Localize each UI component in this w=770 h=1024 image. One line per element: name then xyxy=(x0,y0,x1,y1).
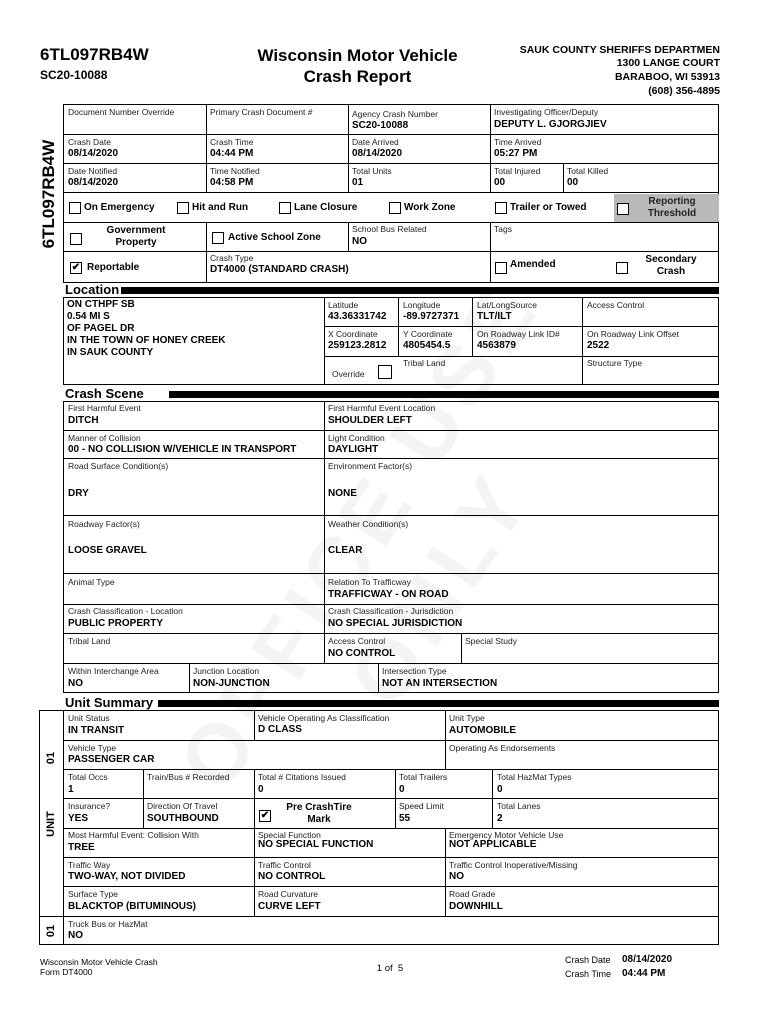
hit-and-run-checkbox[interactable] xyxy=(177,202,189,214)
first-harmful-loc-value: SHOULDER LEFT xyxy=(328,415,412,426)
pre-crash-tire-mark-label: Pre CrashTire Mark xyxy=(286,802,352,825)
on-emergency-label: On Emergency xyxy=(84,202,155,213)
location-section-bar xyxy=(121,287,719,294)
crash-type-value: DT4000 (STANDARD CRASH) xyxy=(210,264,349,275)
time-notified-value: 04:58 PM xyxy=(210,177,254,188)
loc-access-control-label: Access Control xyxy=(587,300,645,310)
weather-value: CLEAR xyxy=(328,545,363,556)
officer-label: Investigating Officer/Deputy xyxy=(494,107,599,117)
traffic-inoperative-value: NO xyxy=(449,871,464,882)
tags-label: Tags xyxy=(494,224,512,234)
scene-access-control-label: Access Control xyxy=(328,636,386,646)
footer-crash-date-value: 08/14/2020 xyxy=(622,954,673,965)
gov-property-label: Government Property xyxy=(106,225,166,248)
pre-crash-tire-mark-checkbox[interactable]: ✔ xyxy=(260,810,270,821)
crash-date-label: Crash Date xyxy=(68,137,111,147)
crash-date-value: 08/14/2020 xyxy=(68,148,119,159)
work-zone-checkbox[interactable] xyxy=(389,202,401,214)
longitude-label: Longitude xyxy=(403,300,441,310)
total-killed-value: 00 xyxy=(567,177,579,188)
latlong-source-value: TLT/ILT xyxy=(477,311,512,322)
location-line-1: ON CTHPF SB xyxy=(67,299,135,310)
animal-type-label: Animal Type xyxy=(68,577,115,587)
light-label: Light Condition xyxy=(328,433,385,443)
link-id-value: 4563879 xyxy=(477,340,516,351)
intersection-value: NOT AN INTERSECTION xyxy=(382,678,498,689)
operating-class-value: D CLASS xyxy=(258,724,302,735)
form-name-line2: Form DT4000 xyxy=(40,967,93,977)
unit-summary-section-bar xyxy=(158,700,719,707)
agency-crash-value: SC20-10088 xyxy=(352,120,409,131)
road-surface-label: Road Surface Condition(s) xyxy=(68,461,169,471)
hit-and-run-label: Hit and Run xyxy=(192,202,249,213)
class-location-value: PUBLIC PROPERTY xyxy=(68,618,164,629)
hazmat-types-value: 0 xyxy=(497,784,503,795)
location-line-2: 0.54 MI S xyxy=(67,311,110,322)
y-coordinate-label: Y Coordinate xyxy=(403,329,453,339)
school-bus-label: School Bus Related xyxy=(352,224,427,234)
page-number: 1 of 5 xyxy=(376,963,404,974)
reporting-threshold-label: Reporting Threshold xyxy=(647,196,697,219)
roadway-factor-label: Roadway Factor(s) xyxy=(68,519,140,529)
unit-number-bottom: 01 xyxy=(45,924,57,938)
link-id-label: On Roadway Link ID# xyxy=(477,329,560,339)
environment-value: NONE xyxy=(328,488,357,499)
reporting-threshold-checkbox[interactable] xyxy=(617,203,629,215)
road-surface-value: DRY xyxy=(68,488,89,499)
agency-address1: 1300 LANGE COURT xyxy=(616,57,720,69)
doc-id: 6TL097RB4W xyxy=(40,45,149,64)
date-arrived-value: 08/14/2020 xyxy=(352,148,403,159)
footer-crash-time-label: Crash Time xyxy=(565,969,612,979)
emergency-use-value: NOT APPLICABLE xyxy=(449,839,537,850)
trailer-towed-label: Trailer or Towed xyxy=(510,202,587,213)
total-trailers-value: 0 xyxy=(399,784,405,795)
surface-type-label: Surface Type xyxy=(68,889,118,899)
doc-override-label: Document Number Override xyxy=(68,107,175,117)
agency-crash-label: Agency Crash Number xyxy=(352,109,438,119)
override-checkbox[interactable] xyxy=(378,365,392,379)
form-name-line1: Wisconsin Motor Vehicle Crash xyxy=(40,957,158,967)
traffic-inoperative-label: Traffic Control Inoperative/Missing xyxy=(449,860,578,870)
class-jurisdiction-value: NO SPECIAL JURISDICTION xyxy=(328,618,463,629)
amended-label: Amended xyxy=(510,259,556,270)
total-units-value: 01 xyxy=(352,177,364,188)
total-killed-label: Total Killed xyxy=(567,166,609,176)
x-coordinate-label: X Coordinate xyxy=(328,329,378,339)
manner-label: Manner of Collision xyxy=(68,433,141,443)
manner-value: 00 - NO COLLISION W/VEHICLE IN TRANSPORT xyxy=(68,444,297,455)
reportable-label: Reportable xyxy=(87,262,140,273)
total-units-label: Total Units xyxy=(352,166,392,176)
lane-closure-label: Lane Closure xyxy=(294,202,358,213)
case-number: SC20-10088 xyxy=(40,68,108,82)
unit-number-top: 01 xyxy=(45,751,57,765)
surface-type-value: BLACKTOP (BITUMINOUS) xyxy=(68,901,196,912)
primary-doc-label: Primary Crash Document # xyxy=(210,107,313,117)
operating-class-label: Vehicle Operating As Classification xyxy=(258,713,390,723)
unit-status-value: IN TRANSIT xyxy=(68,725,125,736)
crash-scene-section-bar xyxy=(169,391,719,398)
citations-value: 0 xyxy=(258,784,264,795)
active-school-zone-checkbox[interactable] xyxy=(212,232,224,244)
vehicle-type-label: Vehicle Type xyxy=(68,743,117,753)
total-injured-value: 00 xyxy=(494,177,506,188)
total-injured-label: Total Injured xyxy=(494,166,541,176)
junction-label: Junction Location xyxy=(193,666,260,676)
agency-phone: (608) 356-4895 xyxy=(648,85,720,97)
total-trailers-label: Total Trailers xyxy=(399,772,448,782)
emergency-use-label: Emergency Motor Vehicle Use xyxy=(449,830,564,840)
vehicle-type-value: PASSENGER CAR xyxy=(68,754,155,765)
direction-value: SOUTHBOUND xyxy=(147,813,219,824)
junction-value: NON-JUNCTION xyxy=(193,678,270,689)
train-bus-label: Train/Bus # Recorded xyxy=(147,772,230,782)
total-occs-label: Total Occs xyxy=(68,772,108,782)
crash-scene-section-title: Crash Scene xyxy=(65,386,144,401)
latitude-label: Latitude xyxy=(328,300,359,310)
special-study-label: Special Study xyxy=(465,636,517,646)
road-grade-value: DOWNHILL xyxy=(449,901,503,912)
crash-time-value: 04:44 PM xyxy=(210,148,254,159)
traffic-way-value: TWO-WAY, NOT DIVIDED xyxy=(68,871,186,882)
report-title-line1: Wisconsin Motor Vehicle xyxy=(257,46,458,65)
road-curvature-label: Road Curvature xyxy=(258,889,319,899)
total-lanes-value: 2 xyxy=(497,813,503,824)
roadway-factor-value: LOOSE GRAVEL xyxy=(68,545,147,556)
loc-tribal-land-label: Tribal Land xyxy=(403,358,446,368)
footer-crash-time-value: 04:44 PM xyxy=(622,968,666,979)
traffic-control-value: NO CONTROL xyxy=(258,871,326,882)
active-school-zone-label: Active School Zone xyxy=(228,232,321,243)
secondary-crash-label: Secondary Crash xyxy=(645,254,697,277)
speed-limit-value: 55 xyxy=(399,813,411,824)
report-title-line2: Crash Report xyxy=(303,67,412,86)
link-offset-value: 2522 xyxy=(587,340,610,351)
first-harmful-label: First Harmful Event xyxy=(68,403,141,413)
scene-access-control-value: NO CONTROL xyxy=(328,648,396,659)
endorsements-label: Operating As Endorsements xyxy=(449,743,556,753)
unit-word: UNIT xyxy=(45,811,57,837)
y-coordinate-value: 4805454.5 xyxy=(403,340,451,351)
most-harmful-value: TREE xyxy=(68,842,95,853)
reportable-checkbox[interactable]: ✔ xyxy=(71,262,81,273)
lane-closure-checkbox[interactable] xyxy=(279,202,291,214)
interchange-value: NO xyxy=(68,678,83,689)
direction-label: Direction Of Travel xyxy=(147,801,218,811)
special-function-label: Special Function xyxy=(258,830,321,840)
speed-limit-label: Speed Limit xyxy=(399,801,444,811)
gov-property-checkbox[interactable] xyxy=(70,233,82,245)
most-harmful-label: Most Harmful Event: Collision With xyxy=(68,830,199,840)
school-bus-value: NO xyxy=(352,236,367,247)
truck-hazmat-label: Truck Bus or HazMat xyxy=(68,919,148,929)
relation-value: TRAFFICWAY - ON ROAD xyxy=(328,589,449,600)
traffic-control-label: Traffic Control xyxy=(258,860,311,870)
light-value: DAYLIGHT xyxy=(328,444,379,455)
class-location-label: Crash Classification - Location xyxy=(68,606,183,616)
hazmat-types-label: Total HazMat Types xyxy=(497,772,572,782)
time-arrived-value: 05:27 PM xyxy=(494,148,538,159)
crash-type-label: Crash Type xyxy=(210,253,254,263)
environment-label: Environment Factor(s) xyxy=(328,461,413,471)
work-zone-label: Work Zone xyxy=(404,202,456,213)
traffic-way-label: Traffic Way xyxy=(68,860,111,870)
secondary-crash-checkbox[interactable] xyxy=(616,262,628,274)
link-offset-label: On Roadway Link Offset xyxy=(587,329,679,339)
crash-time-label: Crash Time xyxy=(210,137,254,147)
citations-label: Total # Citations Issued xyxy=(258,772,346,782)
total-lanes-label: Total Lanes xyxy=(497,801,541,811)
special-function-value: NO SPECIAL FUNCTION xyxy=(258,839,374,850)
latlong-source-label: Lat/LongSource xyxy=(477,300,538,310)
location-line-5: IN SAUK COUNTY xyxy=(67,347,154,358)
time-arrived-label: Time Arrived xyxy=(494,137,542,147)
date-arrived-label: Date Arrived xyxy=(352,137,399,147)
structure-type-label: Structure Type xyxy=(587,358,643,368)
date-notified-value: 08/14/2020 xyxy=(68,177,119,188)
agency-name: SAUK COUNTY SHERIFFS DEPARTMEN xyxy=(519,44,720,56)
truck-hazmat-value: NO xyxy=(68,930,83,941)
x-coordinate-value: 259123.2812 xyxy=(328,340,387,351)
location-line-4: IN THE TOWN OF HONEY CREEK xyxy=(67,335,226,346)
latitude-value: 43.36331742 xyxy=(328,311,387,322)
road-grade-label: Road Grade xyxy=(449,889,496,899)
officer-value: DEPUTY L. GJORGJIEV xyxy=(494,119,607,130)
insurance-value: YES xyxy=(68,813,89,824)
amended-checkbox[interactable] xyxy=(495,262,507,274)
longitude-value: -89.9727371 xyxy=(403,311,460,322)
class-jurisdiction-label: Crash Classification - Jurisdiction xyxy=(328,606,454,616)
agency-address2: BARABOO, WI 53913 xyxy=(614,71,720,83)
location-section-title: Location xyxy=(65,282,120,297)
side-doc-id: 6TL097RB4W xyxy=(39,139,58,249)
unit-status-label: Unit Status xyxy=(68,713,110,723)
interchange-label: Within Interchange Area xyxy=(68,666,159,676)
relation-label: Relation To Trafficway xyxy=(328,577,411,587)
date-notified-label: Date Notified xyxy=(68,166,118,176)
first-harmful-value: DITCH xyxy=(68,415,99,426)
override-label: Override xyxy=(332,369,365,379)
location-line-3: OF PAGEL DR xyxy=(67,323,135,334)
first-harmful-loc-label: First Harmful Event Location xyxy=(328,403,436,413)
time-notified-label: Time Notified xyxy=(210,166,260,176)
weather-label: Weather Condition(s) xyxy=(328,519,409,529)
insurance-label: Insurance? xyxy=(68,801,111,811)
unit-summary-section-title: Unit Summary xyxy=(65,695,154,710)
on-emergency-checkbox[interactable] xyxy=(69,202,81,214)
unit-type-label: Unit Type xyxy=(449,713,485,723)
road-curvature-value: CURVE LEFT xyxy=(258,901,321,912)
scene-tribal-land-label: Tribal Land xyxy=(68,636,111,646)
intersection-label: Intersection Type xyxy=(382,666,447,676)
total-occs-value: 1 xyxy=(68,784,74,795)
trailer-towed-checkbox[interactable] xyxy=(495,202,507,214)
footer-crash-date-label: Crash Date xyxy=(565,955,611,965)
unit-type-value: AUTOMOBILE xyxy=(449,725,517,736)
